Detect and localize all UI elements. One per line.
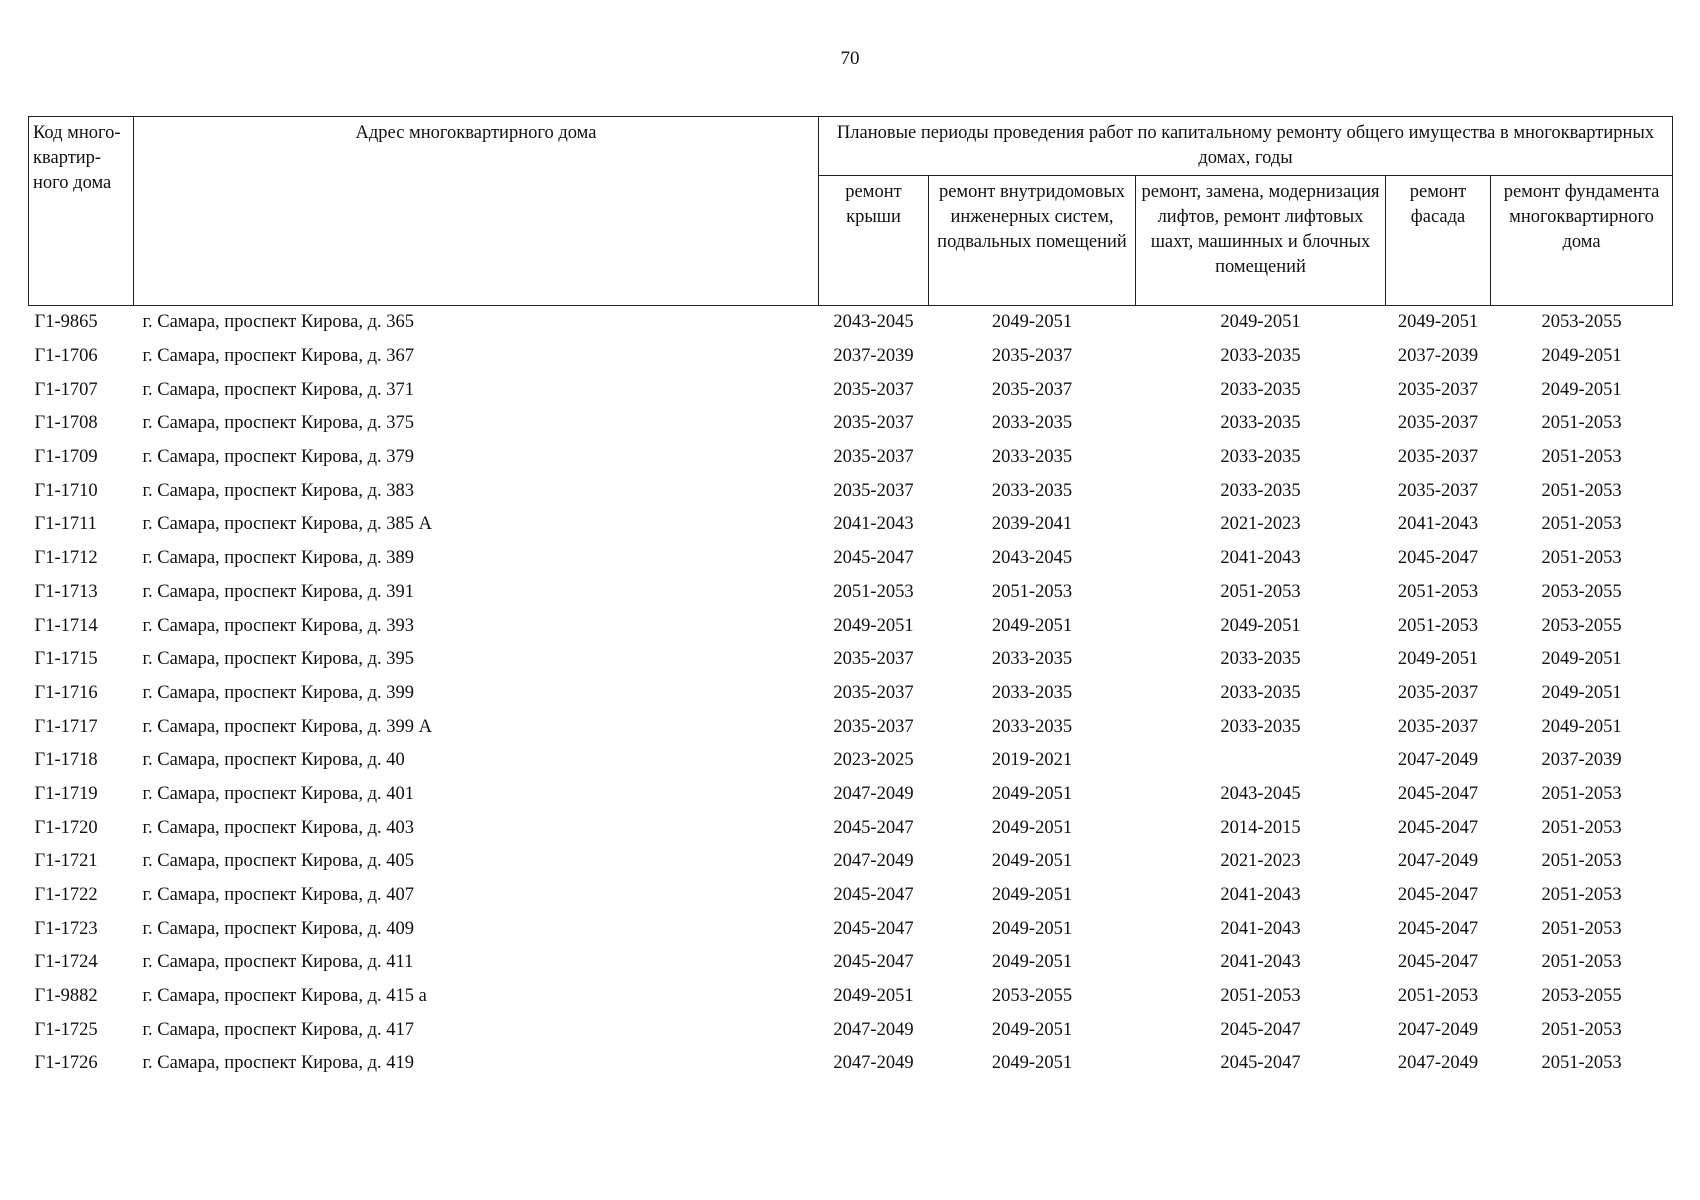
cell-code: Г1-1707 [34,379,98,400]
cell-elevators: 2041-2043 [1220,918,1301,939]
cell-roof: 2023-2025 [833,750,914,771]
cell-roof: 2047-2049 [833,1053,914,1074]
cell-address: г. Самара, проспект Кирова, д. 399 А [142,716,433,737]
cell-code: Г1-1717 [34,716,98,737]
cell-roof: 2035-2037 [833,682,914,703]
cell-systems: 2033-2035 [991,682,1073,703]
cell-code: Г1-1709 [34,447,98,468]
cell-address: г. Самара, проспект Кирова, д. 379 [142,447,415,468]
cell-address: г. Самара, проспект Кирова, д. 401 [142,783,415,804]
cell-systems: 2035-2037 [991,379,1073,400]
cell-facade: 2051-2053 [1397,986,1479,1007]
cell-elevators: 2033-2035 [1220,346,1301,367]
cell-facade: 2035-2037 [1397,379,1479,400]
table-row [29,306,1673,340]
cell-elevators: 2041-2043 [1220,885,1301,906]
table-row [29,879,1673,913]
header-code: Код много-квартир-ного дома [29,117,134,306]
cell-address: г. Самара, проспект Кирова, д. 407 [142,885,415,906]
cell-systems: 2049-2051 [991,817,1073,838]
cell-facade: 2045-2047 [1397,952,1479,973]
cell-systems: 2049-2051 [991,885,1073,906]
cell-foundation: 2053-2055 [1541,986,1622,1007]
cell-systems: 2049-2051 [991,952,1073,973]
cell-roof: 2035-2037 [833,649,914,670]
repair-schedule-table-container [28,116,1672,1081]
cell-elevators: 2033-2035 [1220,447,1301,468]
cell-code: Г1-1708 [34,413,98,434]
cell-foundation: 2051-2053 [1541,952,1622,973]
cell-systems: 2049-2051 [991,783,1073,804]
cell-roof: 2035-2037 [833,413,914,434]
cell-facade: 2037-2039 [1397,346,1479,367]
cell-code: Г1-1712 [34,548,98,569]
cell-address: г. Самара, проспект Кирова, д. 391 [142,581,415,602]
cell-foundation: 2051-2053 [1541,413,1622,434]
cell-foundation: 2049-2051 [1541,716,1622,737]
cell-systems: 2049-2051 [991,1053,1073,1074]
cell-code: Г1-1723 [34,918,98,939]
cell-foundation: 2037-2039 [1541,750,1622,771]
cell-foundation: 2051-2053 [1541,918,1622,939]
table-row [29,441,1673,475]
cell-code: Г1-9882 [34,986,98,1007]
cell-roof: 2045-2047 [833,817,914,838]
cell-code: Г1-1719 [34,783,98,804]
cell-address: г. Самара, проспект Кирова, д. 371 [142,379,415,400]
cell-systems: 2049-2051 [991,1019,1073,1040]
cell-roof: 2037-2039 [833,346,914,367]
cell-roof: 2043-2045 [833,312,914,333]
cell-facade: 2051-2053 [1397,615,1479,636]
cell-roof: 2035-2037 [833,447,914,468]
cell-facade: 2045-2047 [1397,783,1479,804]
table-row [29,542,1673,576]
table-row [29,710,1673,744]
cell-elevators: 2033-2035 [1220,649,1301,670]
cell-facade: 2049-2051 [1397,649,1479,670]
table-body [29,306,1673,1081]
cell-roof: 2047-2049 [833,851,914,872]
cell-foundation: 2049-2051 [1541,649,1622,670]
table-row [29,576,1673,610]
cell-roof: 2045-2047 [833,952,914,973]
cell-foundation: 2051-2053 [1541,851,1622,872]
table-row [29,946,1673,980]
cell-elevators: 2051-2053 [1220,986,1301,1007]
cell-systems: 2053-2055 [991,986,1073,1007]
cell-systems: 2039-2041 [991,514,1073,535]
table-row [29,340,1673,374]
cell-roof: 2049-2051 [833,615,914,636]
cell-address: г. Самара, проспект Кирова, д. 409 [142,918,415,939]
cell-elevators: 2045-2047 [1220,1053,1301,1074]
cell-code: Г1-1711 [34,514,97,535]
cell-address: г. Самара, проспект Кирова, д. 375 [142,413,415,434]
cell-foundation: 2051-2053 [1541,1019,1622,1040]
header-elevators: ремонт, замена, модернизация лифтов, ремонт лифтовых шахт, машинных и блочных помещений [1136,176,1386,306]
cell-code: Г1-1720 [34,817,98,838]
cell-foundation: 2053-2055 [1541,312,1622,333]
cell-code: Г1-1714 [34,615,98,636]
cell-roof: 2051-2053 [833,581,914,602]
table-row [29,744,1673,778]
cell-facade: 2035-2037 [1397,480,1479,501]
cell-address: г. Самара, проспект Кирова, д. 383 [142,480,415,501]
cell-foundation: 2053-2055 [1541,581,1622,602]
cell-address: г. Самара, проспект Кирова, д. 419 [142,1053,415,1074]
cell-code: Г1-1710 [34,480,98,501]
header-roof: ремонт крыши [819,176,929,306]
cell-address: г. Самара, проспект Кирова, д. 393 [142,615,415,636]
cell-code: Г1-1716 [34,682,98,703]
cell-code: Г1-1715 [34,649,98,670]
cell-systems: 2033-2035 [991,480,1073,501]
repair-schedule-table [28,116,1673,1081]
cell-elevators: 2033-2035 [1220,716,1301,737]
cell-foundation: 2049-2051 [1541,682,1622,703]
cell-roof: 2045-2047 [833,548,914,569]
cell-facade: 2045-2047 [1397,548,1479,569]
cell-systems: 2043-2045 [991,548,1073,569]
cell-elevators: 2021-2023 [1220,851,1301,872]
cell-code: Г1-1724 [34,952,98,973]
cell-elevators: 2045-2047 [1220,1019,1301,1040]
header-foundation: ремонт фундамента многоквартирного дома [1491,176,1673,306]
cell-elevators: 2033-2035 [1220,379,1301,400]
table-header [29,117,1673,306]
cell-code: Г1-9865 [34,312,98,333]
cell-elevators: 2033-2035 [1220,682,1301,703]
cell-facade: 2035-2037 [1397,682,1479,703]
cell-roof: 2035-2037 [833,716,914,737]
cell-facade: 2035-2037 [1397,716,1479,737]
header-periods-group: Плановые периоды проведения работ по капитальному ремонту общего имущества в многоквартирных домах, годы [819,117,1673,176]
cell-facade: 2045-2047 [1397,817,1479,838]
cell-systems: 2033-2035 [991,649,1073,670]
cell-address: г. Самара, проспект Кирова, д. 399 [142,682,415,703]
cell-foundation: 2053-2055 [1541,615,1622,636]
cell-roof: 2035-2037 [833,379,914,400]
table-row [29,980,1673,1014]
cell-foundation: 2051-2053 [1541,480,1622,501]
table-row [29,508,1673,542]
cell-systems: 2049-2051 [991,918,1073,939]
table-row [29,912,1673,946]
cell-roof: 2045-2047 [833,918,914,939]
cell-address: г. Самара, проспект Кирова, д. 417 [142,1019,415,1040]
cell-address: г. Самара, проспект Кирова, д. 415 а [142,986,427,1007]
cell-elevators: 2043-2045 [1220,783,1301,804]
table-row [29,643,1673,677]
cell-address: г. Самара, проспект Кирова, д. 403 [142,817,415,838]
cell-roof: 2045-2047 [833,885,914,906]
cell-elevators: 2033-2035 [1220,413,1301,434]
header-systems: ремонт внутридомовых инженерных систем, подвальных помещений [929,176,1136,306]
cell-roof: 2035-2037 [833,480,914,501]
table-row [29,677,1673,711]
cell-roof: 2047-2049 [833,1019,914,1040]
cell-facade: 2045-2047 [1397,918,1479,939]
cell-systems: 2035-2037 [991,346,1073,367]
cell-address: г. Самара, проспект Кирова, д. 367 [142,346,415,367]
cell-elevators: 2033-2035 [1220,480,1301,501]
cell-facade: 2045-2047 [1397,885,1479,906]
cell-code: Г1-1726 [34,1053,98,1074]
cell-foundation: 2049-2051 [1541,346,1622,367]
cell-facade: 2047-2049 [1397,1019,1479,1040]
cell-code: Г1-1713 [34,581,98,602]
table-row [29,1013,1673,1047]
cell-roof: 2047-2049 [833,783,914,804]
cell-systems: 2049-2051 [991,312,1073,333]
cell-foundation: 2051-2053 [1541,514,1622,535]
table-row [29,407,1673,441]
cell-foundation: 2051-2053 [1541,885,1622,906]
cell-systems: 2049-2051 [991,851,1073,872]
cell-address: г. Самара, проспект Кирова, д. 40 [142,750,405,771]
cell-address: г. Самара, проспект Кирова, д. 395 [142,649,415,670]
cell-elevators: 2041-2043 [1220,952,1301,973]
page-number: 70 [840,48,860,69]
cell-facade: 2035-2037 [1397,413,1479,434]
header-facade: ремонт фасада [1386,176,1491,306]
cell-address: г. Самара, проспект Кирова, д. 365 [142,312,415,333]
cell-code: Г1-1718 [34,750,98,771]
cell-systems: 2019-2021 [991,750,1073,771]
cell-systems: 2033-2035 [991,447,1073,468]
cell-foundation: 2051-2053 [1541,447,1622,468]
cell-address: г. Самара, проспект Кирова, д. 385 А [142,514,433,535]
cell-facade: 2047-2049 [1397,851,1479,872]
table-row [29,609,1673,643]
cell-facade: 2047-2049 [1397,750,1479,771]
cell-systems: 2049-2051 [991,615,1073,636]
cell-elevators: 2041-2043 [1220,548,1301,569]
cell-elevators [1136,744,1386,778]
cell-foundation: 2049-2051 [1541,379,1622,400]
table-row [29,474,1673,508]
cell-systems: 2051-2053 [991,581,1073,602]
cell-elevators: 2051-2053 [1220,581,1301,602]
cell-foundation: 2051-2053 [1541,548,1622,569]
table-row [29,778,1673,812]
cell-systems: 2033-2035 [991,413,1073,434]
cell-elevators: 2014-2015 [1220,817,1301,838]
cell-code: Г1-1722 [34,885,98,906]
table-row [29,811,1673,845]
header-address: Адрес многоквартирного дома [134,117,819,306]
cell-systems: 2033-2035 [991,716,1073,737]
cell-roof: 2049-2051 [833,986,914,1007]
table-row [29,1047,1673,1081]
cell-foundation: 2051-2053 [1541,1053,1622,1074]
cell-facade: 2035-2037 [1397,447,1479,468]
cell-code: Г1-1725 [34,1019,98,1040]
cell-address: г. Самара, проспект Кирова, д. 411 [142,952,414,973]
cell-code: Г1-1706 [34,346,98,367]
table-row [29,845,1673,879]
cell-elevators: 2049-2051 [1220,615,1301,636]
cell-elevators: 2021-2023 [1220,514,1301,535]
cell-foundation: 2051-2053 [1541,817,1622,838]
cell-elevators: 2049-2051 [1220,312,1301,333]
cell-facade: 2049-2051 [1397,312,1479,333]
cell-address: г. Самара, проспект Кирова, д. 389 [142,548,415,569]
cell-facade: 2041-2043 [1397,514,1479,535]
cell-foundation: 2051-2053 [1541,783,1622,804]
cell-roof: 2041-2043 [833,514,914,535]
table-row [29,373,1673,407]
cell-facade: 2051-2053 [1397,581,1479,602]
cell-code: Г1-1721 [34,851,98,872]
cell-address: г. Самара, проспект Кирова, д. 405 [142,851,415,872]
cell-facade: 2047-2049 [1397,1053,1479,1074]
